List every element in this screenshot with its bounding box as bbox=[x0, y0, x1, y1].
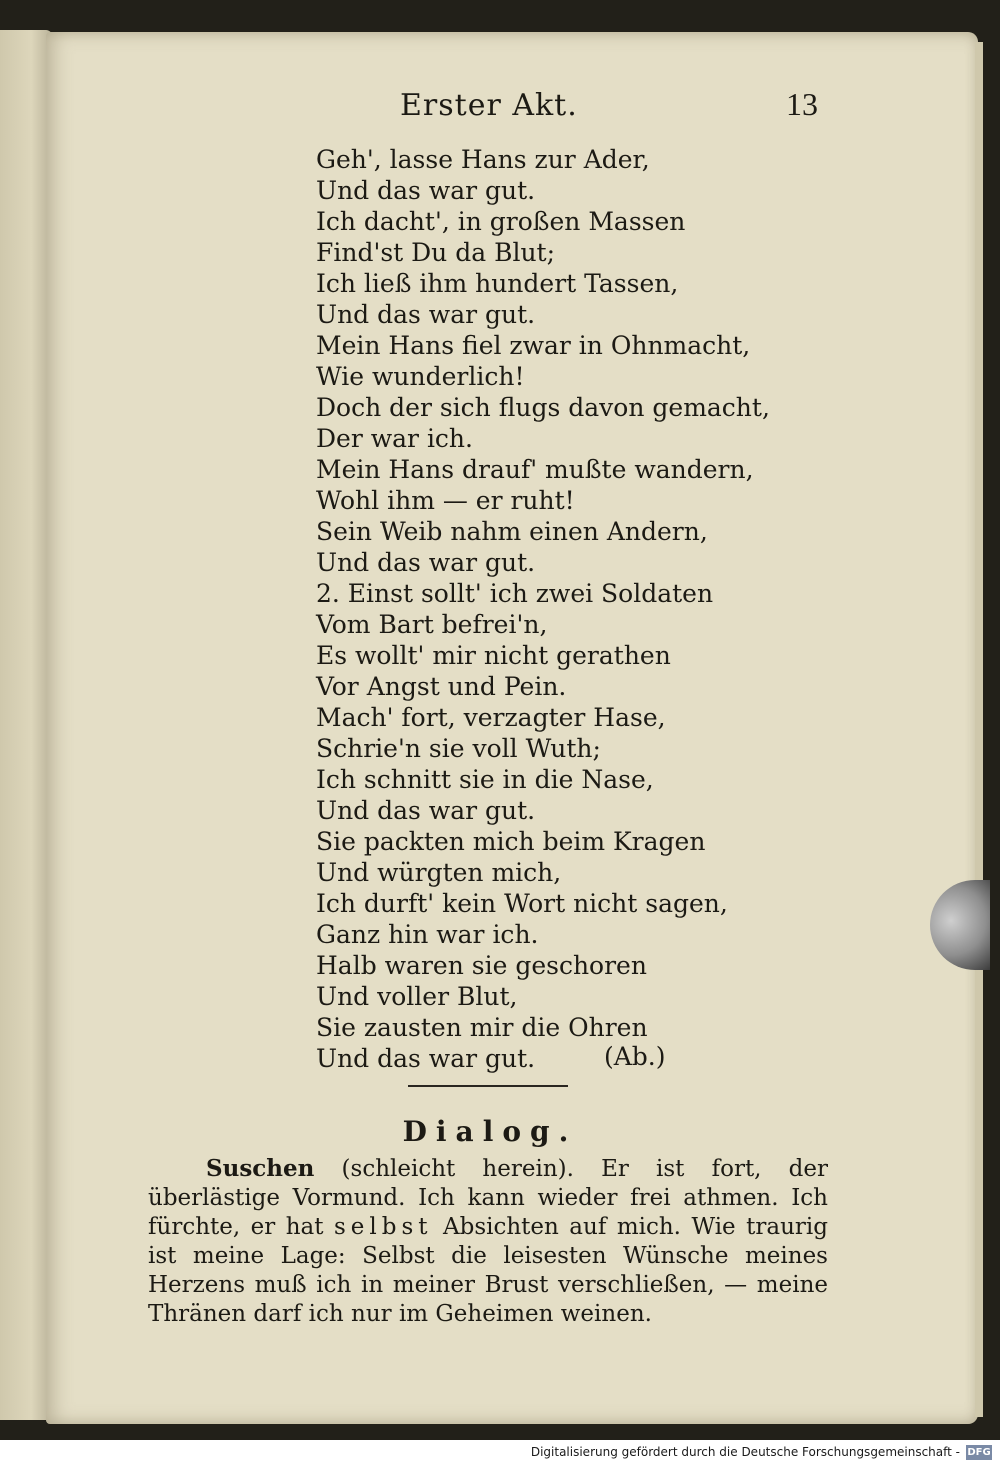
verse-line: Sie packten mich beim Kragen bbox=[316, 827, 706, 856]
song-verse bbox=[316, 144, 816, 1074]
verse-line: Und das war gut. bbox=[316, 300, 536, 329]
verse-line: Vor Angst und Pein. bbox=[316, 672, 567, 701]
stage-exit-note: (Ab.) bbox=[604, 1042, 666, 1071]
emphasized-word: selbst bbox=[333, 1214, 433, 1240]
verse-line: Find'st Du da Blut; bbox=[316, 238, 556, 267]
dfg-logo: DFG bbox=[967, 1447, 991, 1458]
footer-credit: Digitalisierung gefördert durch die Deutsche Forschungsgemeinschaft - bbox=[530, 1445, 960, 1459]
verse-line: Mach' fort, verzagter Hase, bbox=[316, 703, 666, 732]
verse-line: Und würgten mich, bbox=[316, 858, 562, 887]
verse-line: Ganz hin war ich. bbox=[316, 920, 539, 949]
section-heading: Dialog. bbox=[402, 1115, 578, 1148]
verse-line: Geh', lasse Hans zur Ader, bbox=[316, 145, 650, 174]
verse-line: Schrie'n sie voll Wuth; bbox=[316, 734, 601, 763]
dialog-paragraph bbox=[148, 1154, 828, 1329]
verse-line: Halb waren sie geschoren bbox=[316, 951, 647, 980]
verse-line: 2. Einst sollt' ich zwei Soldaten bbox=[316, 579, 714, 608]
dialog-text-part: Er ist fort, der überlästige Vormund. Ich kann wieder frei athmen. Ich fürchte, er hat bbox=[148, 1156, 828, 1240]
verse-line: Mein Hans drauf' mußte wandern, bbox=[316, 455, 754, 484]
verse-line: Wohl ihm — er ruht! bbox=[316, 486, 575, 515]
verse-line: Und das war gut. bbox=[316, 176, 536, 205]
footer-bar bbox=[0, 1440, 1000, 1467]
verse-line: Und voller Blut, bbox=[316, 982, 518, 1011]
verse-line: Der war ich. bbox=[316, 424, 473, 453]
verse-line: Doch der sich flugs davon gemacht, bbox=[316, 393, 770, 422]
verse-line: Es wollt' mir nicht gerathen bbox=[316, 641, 671, 670]
verse-line: Und das war gut. bbox=[316, 548, 536, 577]
verse-line: Mein Hans fiel zwar in Ohnmacht, bbox=[316, 331, 751, 360]
verse-line: Ich ließ ihm hundert Tassen, bbox=[316, 269, 679, 298]
page-number: 13 bbox=[786, 86, 818, 122]
verse-line: Und das war gut. bbox=[316, 1044, 536, 1073]
verse-line: Ich schnitt sie in die Nase, bbox=[316, 765, 654, 794]
section-divider bbox=[408, 1085, 568, 1087]
verse-line: Sie zausten mir die Ohren bbox=[316, 1013, 648, 1042]
running-header: Erster Akt. bbox=[400, 88, 578, 123]
page-stack-edge bbox=[975, 42, 983, 1417]
verse-line: Ich durft' kein Wort nicht sagen, bbox=[316, 889, 728, 918]
verse-line: Ich dacht', in großen Massen bbox=[316, 207, 686, 236]
speaker-name: Suschen bbox=[206, 1155, 315, 1182]
stage-direction: (schleicht herein). bbox=[314, 1156, 602, 1182]
previous-page-edge bbox=[0, 30, 52, 1420]
verse-line: Wie wunderlich! bbox=[316, 362, 525, 391]
verse-line: Und das war gut. bbox=[316, 796, 536, 825]
verse-line: Sein Weib nahm einen Andern, bbox=[316, 517, 708, 546]
verse-line: Vom Bart befrei'n, bbox=[316, 610, 548, 639]
dialog-text-part: Absichten auf mich. Wie traurig ist meine Lage: Selbst die leisesten Wünsche meines Herzens muß ich in meiner Brust verschließen, — meine Thränen darf ich nur im Geheimen weinen. bbox=[148, 1214, 828, 1327]
